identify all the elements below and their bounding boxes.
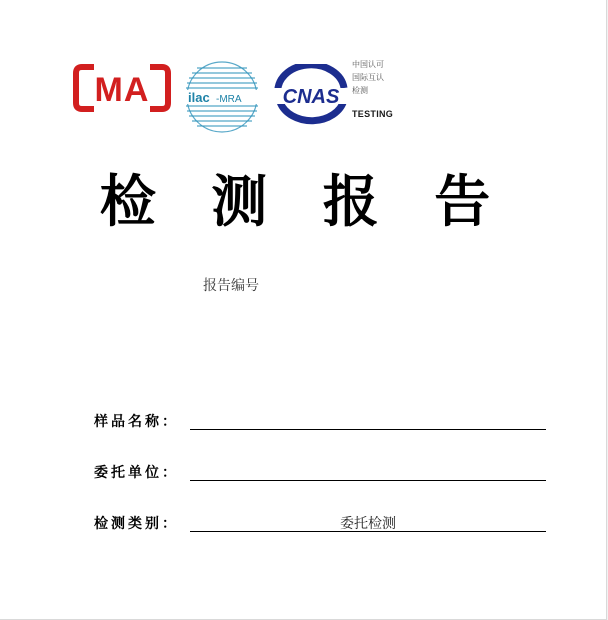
test-category-value: 委托检测 [340, 516, 396, 532]
test-category-label: 检测类别： [94, 516, 179, 532]
cnas-side-line: 中国认可 [352, 60, 384, 69]
sample-name-field [94, 411, 554, 433]
cnas-logo [270, 64, 352, 126]
cnas-testing-label: TESTING [352, 109, 394, 119]
report-number-label: 报告编号 [203, 278, 259, 294]
sample-name-underline [190, 429, 546, 430]
ilac-mra-logo [184, 59, 260, 135]
cnas-side-line: 国际互认 [352, 73, 384, 82]
svg-text:MA: MA [94, 71, 150, 109]
test-category-field [94, 513, 554, 535]
svg-text:CNAS: CNAS [282, 86, 340, 108]
client-unit-label: 委托单位： [94, 465, 179, 481]
cma-logo [72, 63, 172, 113]
cnas-side-text [352, 58, 404, 97]
client-unit-field [94, 462, 554, 484]
report-title: 检 测 报 告 [99, 169, 509, 235]
svg-text:ilac: ilac [188, 90, 210, 105]
client-unit-underline [190, 480, 546, 481]
sample-name-label: 样品名称： [94, 414, 179, 430]
svg-text:-MRA: -MRA [216, 94, 242, 105]
cnas-side-line: 检测 [352, 86, 368, 95]
